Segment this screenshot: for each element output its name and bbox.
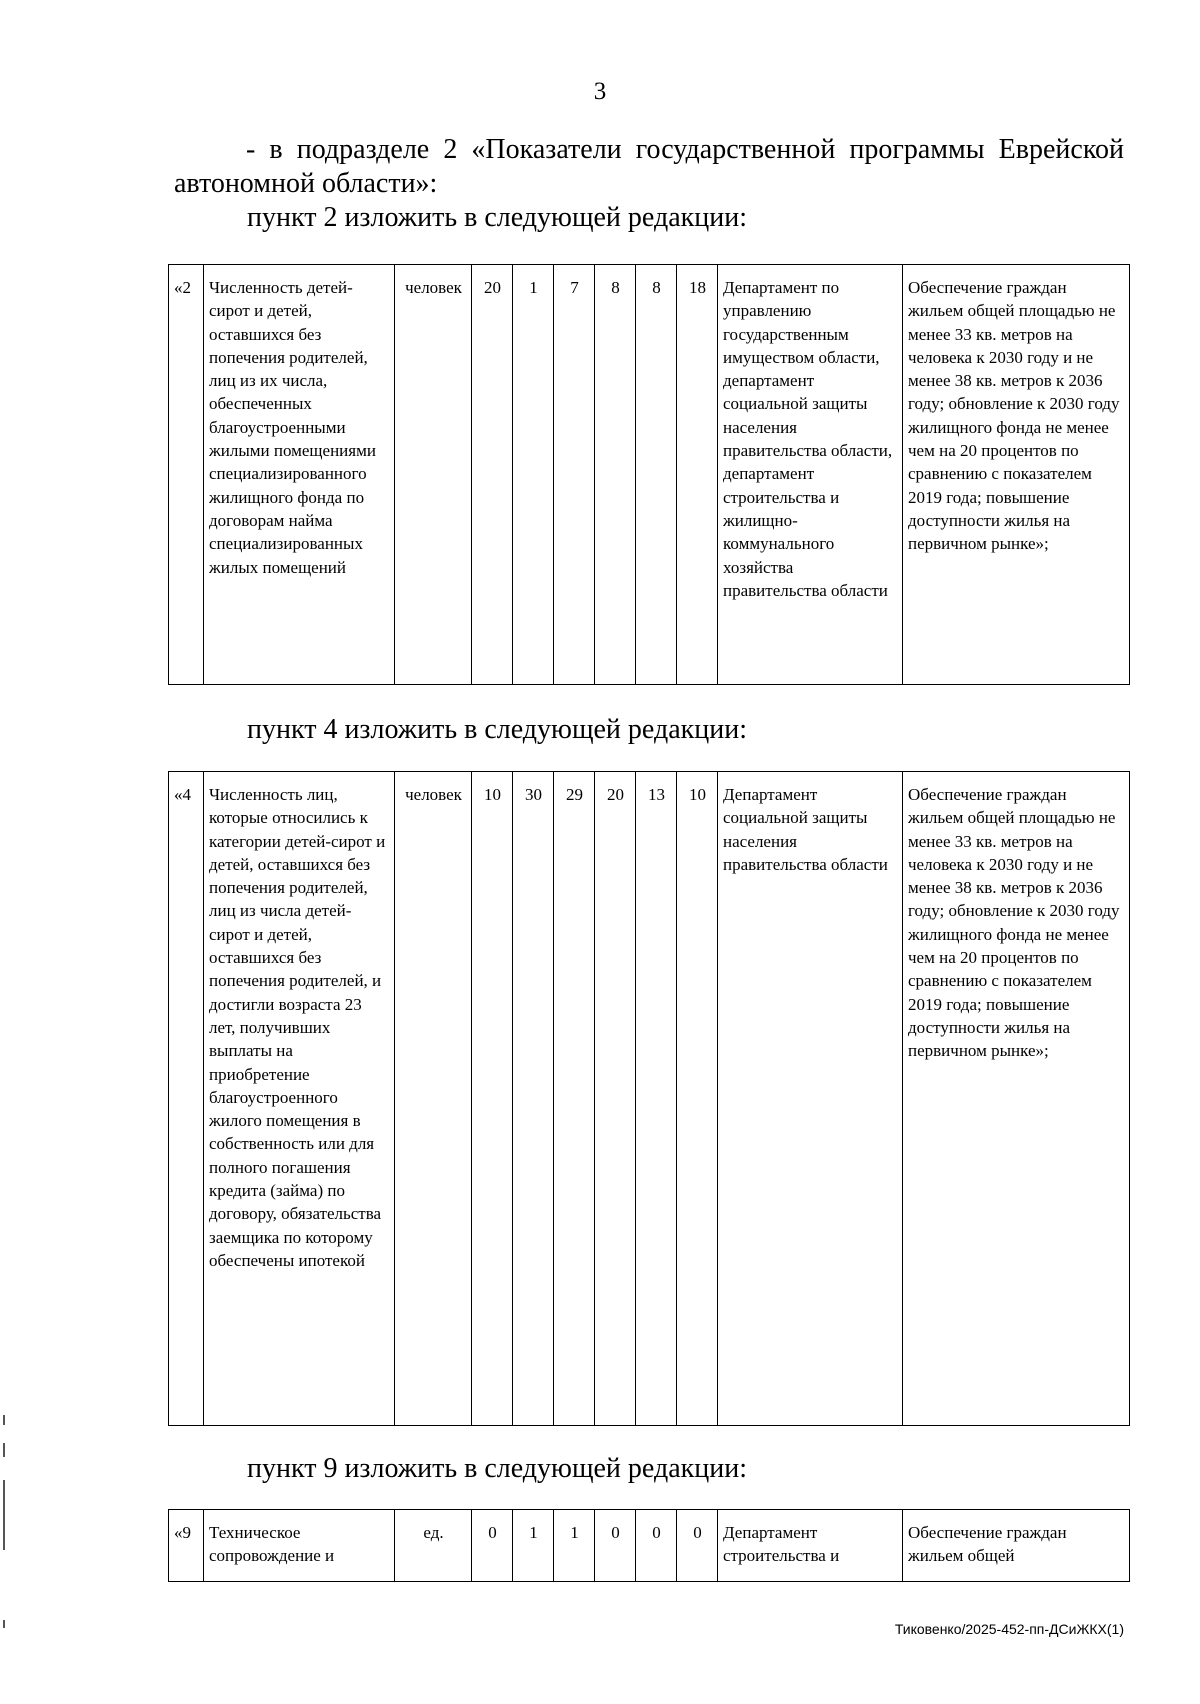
- value-cell: 29: [554, 772, 595, 1426]
- table-item-2: [168, 264, 1130, 685]
- value-cell: 30: [513, 772, 554, 1426]
- value-cell: 18: [677, 265, 718, 685]
- heading-item-4: пункт 4 изложить в следующей редакции:: [247, 714, 747, 745]
- intro-paragraph: [174, 133, 1124, 201]
- indicator-name-cell: Техническое сопровождение и: [204, 1510, 395, 1582]
- table-row: [169, 772, 1130, 1426]
- scan-margin-mark: [3, 1480, 5, 1550]
- value-cell: 1: [513, 1510, 554, 1582]
- indicator-name-cell: Численность лиц, которые относились к категории детей-сирот и детей, оставшихся без попечения родителей, лиц из числа детей-сирот и детей, оставшихся без попечения родителей, и достигли возраста 23 лет, получивших выплаты на приобретение благоустроенного жилого помещения в собственность или для полного погашения кредита (займа) по договору, обязательства заемщика по которому обеспечены ипотекой: [204, 772, 395, 1426]
- heading-item-9: пункт 9 изложить в следующей редакции:: [247, 1453, 747, 1484]
- goal-cell: Обеспечение граждан жильем общей площадью не менее 33 кв. метров на человека к 2030 году и не менее 38 кв. метров к 2036 году; обновление к 2030 году жилищного фонда не менее чем на 20 процентов по сравнению с показателем 2019 года; повышение доступности жилья на первичном рынке»;: [903, 265, 1130, 685]
- document-code-footer: Тиковенко/2025-452-пп-ДСиЖКХ(1): [894, 1621, 1124, 1637]
- goal-cell: Обеспечение граждан жильем общей: [903, 1510, 1130, 1582]
- intro-text: - в подразделе 2 «Показатели государственной программы Еврейской автономной области»:: [174, 134, 1124, 199]
- value-cell: 8: [595, 265, 636, 685]
- value-cell: 0: [472, 1510, 513, 1582]
- responsible-cell: Департамент строительства и: [718, 1510, 903, 1582]
- table-row: [169, 265, 1130, 685]
- table-item-4: [168, 771, 1130, 1426]
- value-cell: 20: [472, 265, 513, 685]
- unit-cell: человек: [395, 265, 472, 685]
- heading-item-2: пункт 2 изложить в следующей редакции:: [247, 202, 747, 233]
- scan-margin-mark: [3, 1443, 5, 1457]
- value-cell: 10: [677, 772, 718, 1426]
- value-cell: 0: [677, 1510, 718, 1582]
- value-cell: 20: [595, 772, 636, 1426]
- value-cell: 8: [636, 265, 677, 685]
- value-cell: 13: [636, 772, 677, 1426]
- responsible-cell: Департамент по управлению государственным имуществом области, департамент социальной защиты населения правительства области, департамент строительства и жилищно-коммунального хозяйства правительства области: [718, 265, 903, 685]
- page-number: 3: [593, 78, 607, 105]
- value-cell: 0: [636, 1510, 677, 1582]
- row-number-cell: «4: [169, 772, 204, 1426]
- table-row: [169, 1510, 1130, 1582]
- unit-cell: ед.: [395, 1510, 472, 1582]
- table-item-9: [168, 1509, 1130, 1582]
- value-cell: 1: [513, 265, 554, 685]
- scan-margin-mark: [3, 1620, 5, 1628]
- row-number-cell: «9: [169, 1510, 204, 1582]
- row-number-cell: «2: [169, 265, 204, 685]
- value-cell: 7: [554, 265, 595, 685]
- indicator-name-cell: Численность детей-сирот и детей, оставшихся без попечения родителей, лиц из их числа, обеспеченных благоустроенными жилыми помещениями специализированного жилищного фонда по договорам найма специализированных жилых помещений: [204, 265, 395, 685]
- unit-cell: человек: [395, 772, 472, 1426]
- goal-cell: Обеспечение граждан жильем общей площадью не менее 33 кв. метров на человека к 2030 году и не менее 38 кв. метров к 2036 году; обновление к 2030 году жилищного фонда не менее чем на 20 процентов по сравнению с показателем 2019 года; повышение доступности жилья на первичном рынке»;: [903, 772, 1130, 1426]
- value-cell: 10: [472, 772, 513, 1426]
- scan-margin-mark: [3, 1415, 5, 1425]
- value-cell: 1: [554, 1510, 595, 1582]
- value-cell: 0: [595, 1510, 636, 1582]
- responsible-cell: Департамент социальной защиты населения правительства области: [718, 772, 903, 1426]
